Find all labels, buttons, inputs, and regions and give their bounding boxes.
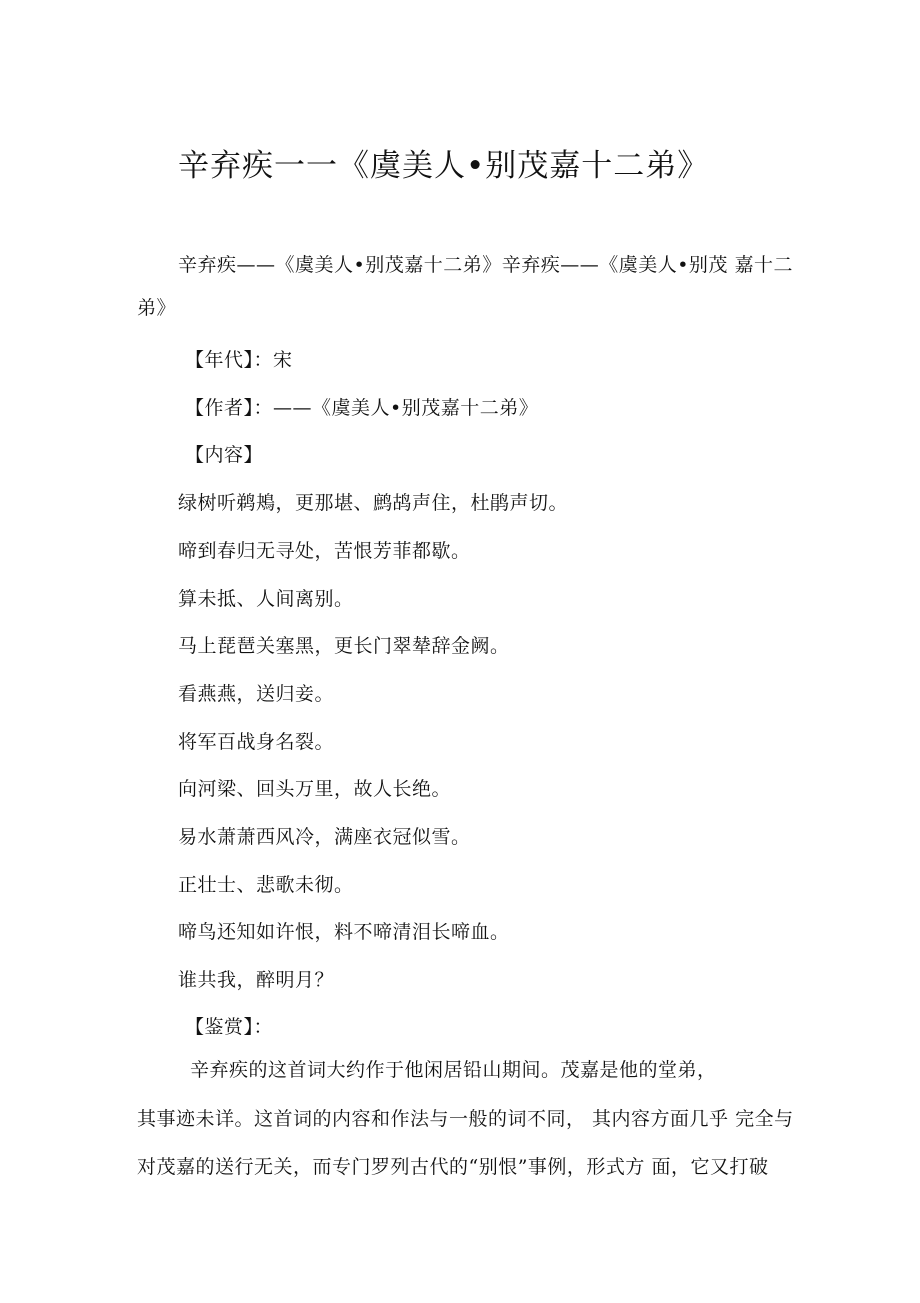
poem-line: 啼鸟还知如许恨，料不啼清泪长啼血。 [178, 921, 510, 943]
intro-line-2: 弟》 [137, 297, 177, 319]
poem-line: 绿树听鹈鴂，更那堪、鹧鸪声住，杜鹃声切。 [178, 492, 569, 514]
appreciation-label: 【鉴赏】： [185, 1016, 274, 1038]
poem-line: 看燕燕，送归妾。 [178, 683, 335, 705]
poem-line: 正壮士、悲歌未彻。 [178, 874, 354, 896]
poem-line: 算未抵、人间离别。 [178, 588, 354, 610]
appreciation-line-1: 辛弃疾的这首词大约作于他闲居铅山期间。茂嘉是他的堂弟， [190, 1059, 717, 1081]
poem-line: 啼到春归无寻处，苦恨芳菲都歇。 [178, 540, 471, 562]
poem-line: 谁共我，醉明月？ [178, 969, 335, 991]
appreciation-line-2: 其事迹未详。这首词的内容和作法与一般的词不同， 其内容方面几乎 完全与 [137, 1108, 794, 1130]
page-title: 辛弃疾一一《虞美人•别茂嘉十二弟》 [178, 148, 710, 184]
era-line: 【年代】：宋 [185, 349, 293, 371]
intro-line-1: 辛弃疾——《虞美人•别茂嘉十二弟》辛弃疾——《虞美人•别茂 嘉十二 [178, 254, 793, 276]
poem-line: 马上琵琶关塞黑，更长门翠辇辞金阙。 [178, 635, 510, 657]
content-label: 【内容】 [185, 444, 264, 466]
poem-line: 向河梁、回头万里，故人长绝。 [178, 778, 452, 800]
poem-line: 易水萧萧西风冷，满座衣冠似雪。 [178, 826, 471, 848]
author-line: 【作者】：——《虞美人•别茂嘉十二弟》 [185, 397, 539, 419]
poem-line: 将军百战身名裂。 [178, 731, 335, 753]
appreciation-line-3: 对茂嘉的送行无关，而专门罗列古代的“别恨”事例，形式方 面，它又打破 [137, 1156, 769, 1178]
